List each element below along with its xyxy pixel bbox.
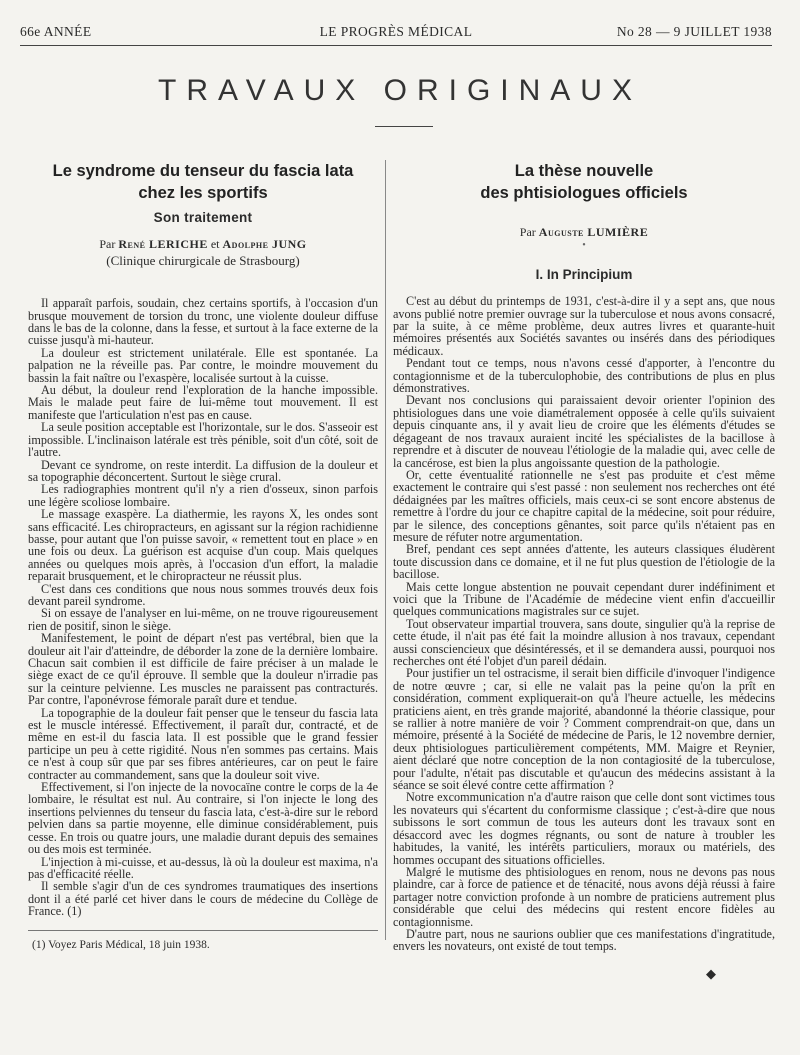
right-title-line2: des phtisiologues officiels [480,184,688,202]
header-issue: No 28 — 9 JUILLET 1938 [616,24,772,39]
paragraph: Il semble s'agir d'un de ces syndromes traumatiques des insertions dont il a été parlé cet hiver dans le cours de médecine du Collège de France. (1) [28,879,378,919]
byline-par: Par [99,237,116,252]
footnote: (1) Voyez Paris Médical, 18 juin 1938. [32,938,210,951]
section-title-rule [375,126,433,127]
right-article [393,150,775,953]
header-rule [20,45,772,46]
author-leriche: René LERICHE [118,237,208,252]
paragraph: Or, cette éventualité rationnelle ne s'est pas produite et c'est même exactement le contraire qui s'est passé : non seulement nos recherches ont été dédaignées par les maîtres officiels, mais ceux-ci se sont encore abstenus de remettre à l'ordre du jour ce chapitre capital de la médecine, soit pour réduire, par le silence, des conceptions gênantes, soit parce qu'ils n'étaient pas en mesure de réfuter notre argumentation. [393,467,775,544]
paragraph: Pendant tout ce temps, nous n'avons cessé d'apporter, à l'encontre du contagionnisme et de la tuberculophobie, des contributions de plus en plus démonstratives. [393,356,775,396]
paragraph: L'injection à mi-cuisse, et au-dessus, là où la douleur est maxima, n'a pas d'efficacité réelle. [28,854,378,881]
left-title-line2: chez les sportifs [138,184,268,202]
header-journal: LE PROGRÈS MÉDICAL [319,24,473,39]
left-article-title [28,160,378,204]
paragraph: Devant nos conclusions qui paraissaient devoir orienter l'opinion des phtisiologues dans une voie diamétralement opposée à celle qu'ils suivaient depuis cinquante ans, il y avait lieu de croire que les éléments d'études se dégageant de nos travaux auraient incité les spécialistes de la bacillose à reprendre et à discuter de nouveau l'étiologie de la maladie qui, avec celle de la cancérose, est bien la plus angoissante question de la pathologie. [393,393,775,470]
paragraph: Pour justifier un tel ostracisme, il serait bien difficile d'invoquer l'indigence de notre œuvre ; car, si elle ne valait pas la peine qu'on la prît en considération, comment expliquerait-on qu'à l'heure actuelle, les médecins praticiens aient, en très grande majorité, abandonné la théorie classique, pour se rallier à notre manière de voir ? Comment comprendrait-on que, dans un mémoire, présenté à la Société de médecine de Paris, le 12 novembre dernier, deux phtisiologues particulièrement compétents, MM. Maigre et Reynier, aient déclaré que notre conception de la non contagiosité de la tuberculose, pour l'adulte, n'était pas discutable et qu'aucun des médecins assistant à la séance se soit élevé contre cette affirmation ? [393,666,775,793]
header-year: 66e ANNÉE [20,24,92,39]
right-byline [393,226,775,238]
byline-and: et [210,237,220,252]
paragraph: Manifestement, le point de départ n'est pas vertébral, bien que la douleur ait l'air d'atteindre, de déborder la zone de la dernière lombaire. Chacun sait combien il est difficile de faire préciser à un malade le siège exact de ce qu'il éprouve. Il semble que la douleur n'irradie pas sur la ceinture pelvienne. Les muscles ne paraissent pas contracturés. Par contre, l'aponévrose fémorale paraît dure et tendue. [28,631,378,708]
footnote-rule [28,930,378,931]
column-divider [385,160,386,940]
paragraph: La douleur est strictement unilatérale. Elle est spontanée. La palpation ne la réveille pas. Par contre, le moindre mouvement du bassin la fait naître ou l'exaspère, localisée surtout à la cuisse. [28,345,378,385]
paragraph: La seule position acceptable est l'horizontale, sur le dos. S'asseoir est impossible. L'inclinaison latérale est très pénible, soit d'un côté, soit de l'autre. [28,420,378,460]
paragraph: C'est au début du printemps de 1931, c'est-à-dire il y a sept ans, que nous avons publié notre premier ouvrage sur la tuberculose et nous avons consacré, par la suite, à ce même problème, deux autres livres et quarante-huit mémoires présentés aux Sociétés savantes ou insérés dans des périodiques médicaux. [393,294,775,358]
running-header [20,24,772,44]
right-title-line1: La thèse nouvelle [514,162,654,180]
paragraph: Malgré le mutisme des phtisiologues en renom, nous ne devons pas nous plaindre, car à force de patience et de ténacité, nous avons déjà réussi à faire partager notre conviction profonde à un nombre de praticiens autrement plus considérable que celui des médecins qui restent encore fidèles au contagionnisme. [393,864,775,929]
paragraph: Le massage exaspère. La diathermie, les rayons X, les ondes sont sans efficacité. Les chiropracteurs, en agissant sur la région rachidienne basse, pour autant que l'on puisse savoir, « remettent tout en place » en une fois ou deux. La guérison est acquise d'un coup. Mais quelques années ou quelques mois après, à l'occasion d'un effort, la maladie reparait brusquement, et le chiropracteur ne réussit plus. [28,507,378,584]
left-affiliation: (Clinique chirurgicale de Strasbourg) [106,252,300,268]
paragraph: La topographie de la douleur fait penser que le tenseur du fascia lata est le muscle intéressé. Effectivement, il paraît dur, contracté, et de même en est-il du fascia lata. Il est possible que le grand fessier participe un peu à cette rigidité. Nous n'en sommes pas certains. Mais ce n'est à coup sûr que par ses fibres antérieures, car on peut le faire contracter au commandement, sans que la douleur soit vive. [28,705,378,782]
left-article [28,150,378,951]
right-subhead: I. In Principium [535,266,633,282]
end-mark-icon: ◆ [706,966,716,981]
paragraph: D'autre part, nous ne saurions oublier que ces manifestations d'ingratitude, envers les novateurs, ont existé de tout temps. [393,926,775,954]
paragraph: Devant ce syndrome, on reste interdit. La diffusion de la douleur et sa topographie déconcertent. Surtout le siège crural. [28,457,378,484]
paragraph: Il apparaît parfois, soudain, chez certains sportifs, à l'occasion d'un brusque mouvement de torsion du tronc, une violente douleur diffuse dans le bas de la colonne, dans la fesse, et surtout à la face externe de la cuisse jusqu'à mi-hauteur. [28,296,378,348]
paragraph: Mais cette longue abstention ne pouvait cependant durer indéfiniment et voici que la Tribune de l'Académie de médecine vient enfin d'accueillir quelques communications magistrales sur ce sujet. [393,579,775,619]
left-title-line1: Le syndrome du tenseur du fascia lata [52,162,354,180]
left-byline [28,238,378,250]
paragraph: Tout observateur impartial trouvera, sans doute, singulier qu'à la reprise de cette étude, il n'ait pas été fait la moindre allusion à nos travaux, cependant aussi consciencieux que désintéressés, et il se demandera aussi, pourquoi nos recherches ont été l'objet d'un pareil dédain. [393,616,775,668]
author-jung: Adolphe JUNG [222,237,307,252]
paragraph: Notre excommunication n'a d'autre raison que celle dont sont victimes tous les novateurs qui s'écartent du conformisme classique ; c'est-à-dire que nous subissons le sort commun de tous les auteurs dont les travaux sont en désaccord avec les dogmes régnants, ou sont de nature à troubler les habitudes, la vanité, les intérêts particuliers, moraux ou matériels, des hommes occupant des situations officielles. [393,790,775,867]
paragraph: Effectivement, si l'on injecte de la novocaïne contre le corps de la 4e lombaire, le résultat est nul. Au contraire, si l'on injecte le long des insertions pelviennes du tenseur du fascia lata, c'est-à-dire sur le rebord pelvien dans sa partie moyenne, elle diminue considérablement, puis cesse. En trois ou quatre jours, une maladie durant depuis des semaines ou des mois est terminée. [28,780,378,857]
paragraph: Les radiographies montrent qu'il n'y a rien d'osseux, sinon parfois une légère scoliose lombaire. [28,482,378,509]
left-article-body [28,297,378,917]
paragraph: Bref, pendant ces sept années d'attente, les auteurs classiques éludèrent toute discussion dans ce domaine, et il ne fut plus question de l'étiologie de la bacillose. [393,542,775,582]
right-article-body [393,295,775,953]
author-lumiere: Auguste LUMIÈRE [538,225,649,239]
section-title: TRAVAUX ORIGINAUX [158,74,642,107]
paragraph: C'est dans ces conditions que nous nous sommes trouvés deux fois devant pareil syndrome. [28,581,378,608]
right-article-title [393,160,775,204]
byline-par: Par [519,225,536,239]
paragraph: Au début, la douleur rend l'exploration de la hanche impossible. Mais le malade peut faire de lui-même tout mouvement. Il est manifeste que l'articulation n'est pas en cause. [28,383,378,422]
paragraph: Si on essaye de l'analyser en lui-même, on ne trouve rigoureusement rien de positif, sinon le siège. [28,606,378,633]
separator-dot: • [582,240,586,252]
left-article-subtitle: Son traitement [153,210,253,225]
